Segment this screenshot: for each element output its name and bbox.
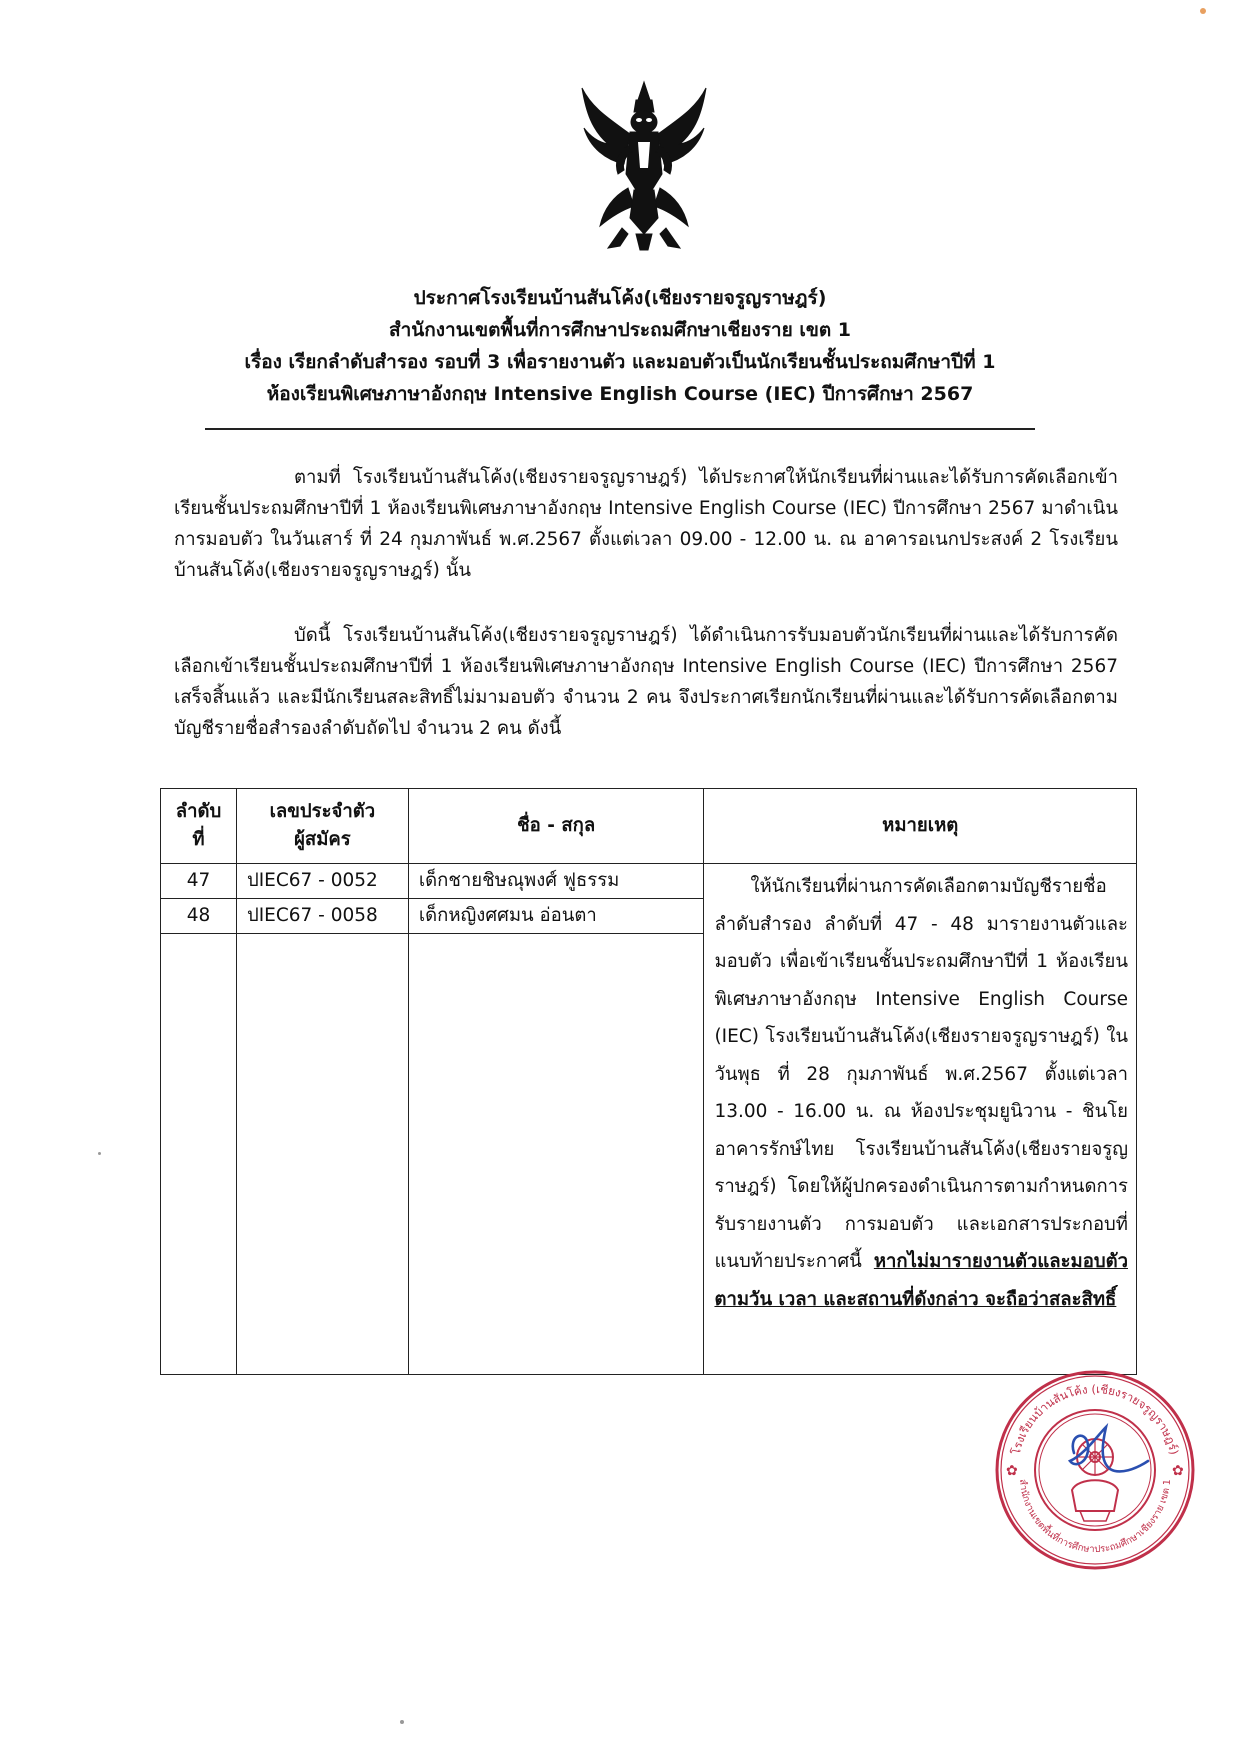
table-header-row: [161, 789, 1137, 864]
header-order-line1: ลำดับ: [175, 801, 222, 822]
header-applicant-id: [236, 789, 408, 864]
remark-text: ให้นักเรียนที่ผ่านการคัดเลือกตามบัญชีรายชื่อลำดับสำรอง ลำดับที่ 47 - 48 มารายงานตัวและมอบตัว เพื่อเข้าเรียนชั้นประถมศึกษาปีที่ 1 ห้องเรียนพิเศษภาษาอังกฤษ Intensive English Course (IEC) โรงเรียนบ้านสันโค้ง(เชียงรายจรูญราษฎร์) ในวันพุธ ที่ 28 กุมภาพันธ์ พ.ศ.2567 ตั้งแต่เวลา 13.00 - 16.00 น. ณ ห้องประชุมยูนิวาน - ชินโย อาคารรักษ์ไทย โรงเรียนบ้านสันโค้ง(เชียงรายจรูญราษฎร์) โดยให้ผู้ปกครองดำเนินการตามกำหนดการรับรายงานตัว การมอบตัว และเอกสารประกอบที่แนบท้ายประกาศนี้: [714, 876, 1128, 1272]
header-name: ชื่อ - สกุล: [408, 789, 704, 864]
header-remark: หมายเหตุ: [704, 789, 1137, 864]
heading-subject: เรื่อง เรียกลำดับสำรอง รอบที่ 3 เพื่อรายงานตัว และมอบตัวเป็นนักเรียนชั้นประถมศึกษาปีที่ 1: [244, 351, 996, 373]
svg-text:✿: ✿: [1172, 1463, 1184, 1479]
heading-divider: [205, 428, 1035, 430]
reserve-list-table: [160, 788, 1137, 1375]
body-paragraph-1: [174, 462, 1118, 586]
row-applicant-id: ปIEC67 - 0058: [236, 899, 408, 934]
row-order: 47: [161, 864, 237, 899]
heading-office: สำนักงานเขตพื้นที่การศึกษาประถมศึกษาเชียงราย เขต 1: [388, 319, 852, 341]
row-student-name: เด็กชายชิษณุพงศ์ ฟูธรรม: [408, 864, 704, 899]
garuda-emblem-icon: [578, 78, 710, 254]
row-student-name: เด็กหญิงศศมน อ่อนตา: [408, 899, 704, 934]
row-applicant-id: ปIEC67 - 0052: [236, 864, 408, 899]
heading-program: ห้องเรียนพิเศษภาษาอังกฤษ Intensive English Course (IEC) ปีการศึกษา 2567: [266, 383, 974, 405]
heading-school-name: ประกาศโรงเรียนบ้านสันโค้ง(เชียงรายจรูญราษฎร์): [413, 287, 827, 309]
paragraph-2-text: บัดนี้ โรงเรียนบ้านสันโค้ง(เชียงรายจรูญราษฎร์) ได้ดำเนินการรับมอบตัวนักเรียนที่ผ่านและได้รับการคัดเลือกเข้าเรียนชั้นประถมศึกษาปีที่ 1 ห้องเรียนพิเศษภาษาอังกฤษ Intensive English Course (IEC) ปีการศึกษา 2567 เสร็จสิ้นแล้ว และมีนักเรียนสละสิทธิ์ไม่มามอบตัว จำนวน 2 คน จึงประกาศเรียกนักเรียนที่ผ่านและได้รับการคัดเลือกตามบัญชีรายชื่อสำรองลำดับถัดไป จำนวน 2 คน ดังนี้: [174, 625, 1118, 739]
header-id-line2: ผู้สมัคร: [294, 829, 351, 850]
stamp-inner-text: สำนักงานเขตพื้นที่การศึกษาประถมศึกษาเชียงราย เขต 1: [1016, 1478, 1174, 1556]
scan-speck: [98, 1152, 101, 1155]
remark-cell: [704, 864, 1137, 1375]
table-row: [161, 864, 1137, 899]
svg-text:✿: ✿: [1006, 1463, 1018, 1479]
body-paragraph-2: [174, 620, 1118, 744]
announcement-heading: [150, 282, 1090, 410]
empty-cell: [161, 934, 237, 1375]
remark-emphasis: หากไม่มารายงานตัวและมอบตัวตามวัน เวลา และสถานที่ดังกล่าว จะถือว่าสละสิทธิ์: [714, 1251, 1128, 1310]
header-order: [161, 789, 237, 864]
stamp-outer-text: โรงเรียนบ้านสันโค้ง (เชียงรายจรูญราษฎร์): [1008, 1382, 1182, 1457]
header-id-line1: เลขประจำตัว: [269, 801, 376, 822]
scan-speck: [1200, 8, 1206, 14]
school-seal-stamp-icon: [990, 1365, 1200, 1575]
empty-cell: [236, 934, 408, 1375]
paragraph-1-text: ตามที่ โรงเรียนบ้านสันโค้ง(เชียงรายจรูญราษฎร์) ได้ประกาศให้นักเรียนที่ผ่านและได้รับการคัดเลือกเข้าเรียนชั้นประถมศึกษาปีที่ 1 ห้องเรียนพิเศษภาษาอังกฤษ Intensive English Course (IEC) ปีการศึกษา 2567 มาดำเนินการมอบตัว ในวันเสาร์ ที่ 24 กุมภาพันธ์ พ.ศ.2567 ตั้งแต่เวลา 09.00 - 12.00 น. ณ อาคารอเนกประสงค์ 2 โรงเรียนบ้านสันโค้ง(เชียงรายจรูญราษฎร์) นั้น: [174, 467, 1118, 581]
row-order: 48: [161, 899, 237, 934]
empty-cell: [408, 934, 704, 1375]
signature-icon: [1070, 1427, 1148, 1471]
header-order-line2: ที่: [192, 829, 205, 850]
scan-speck: [400, 1720, 404, 1724]
